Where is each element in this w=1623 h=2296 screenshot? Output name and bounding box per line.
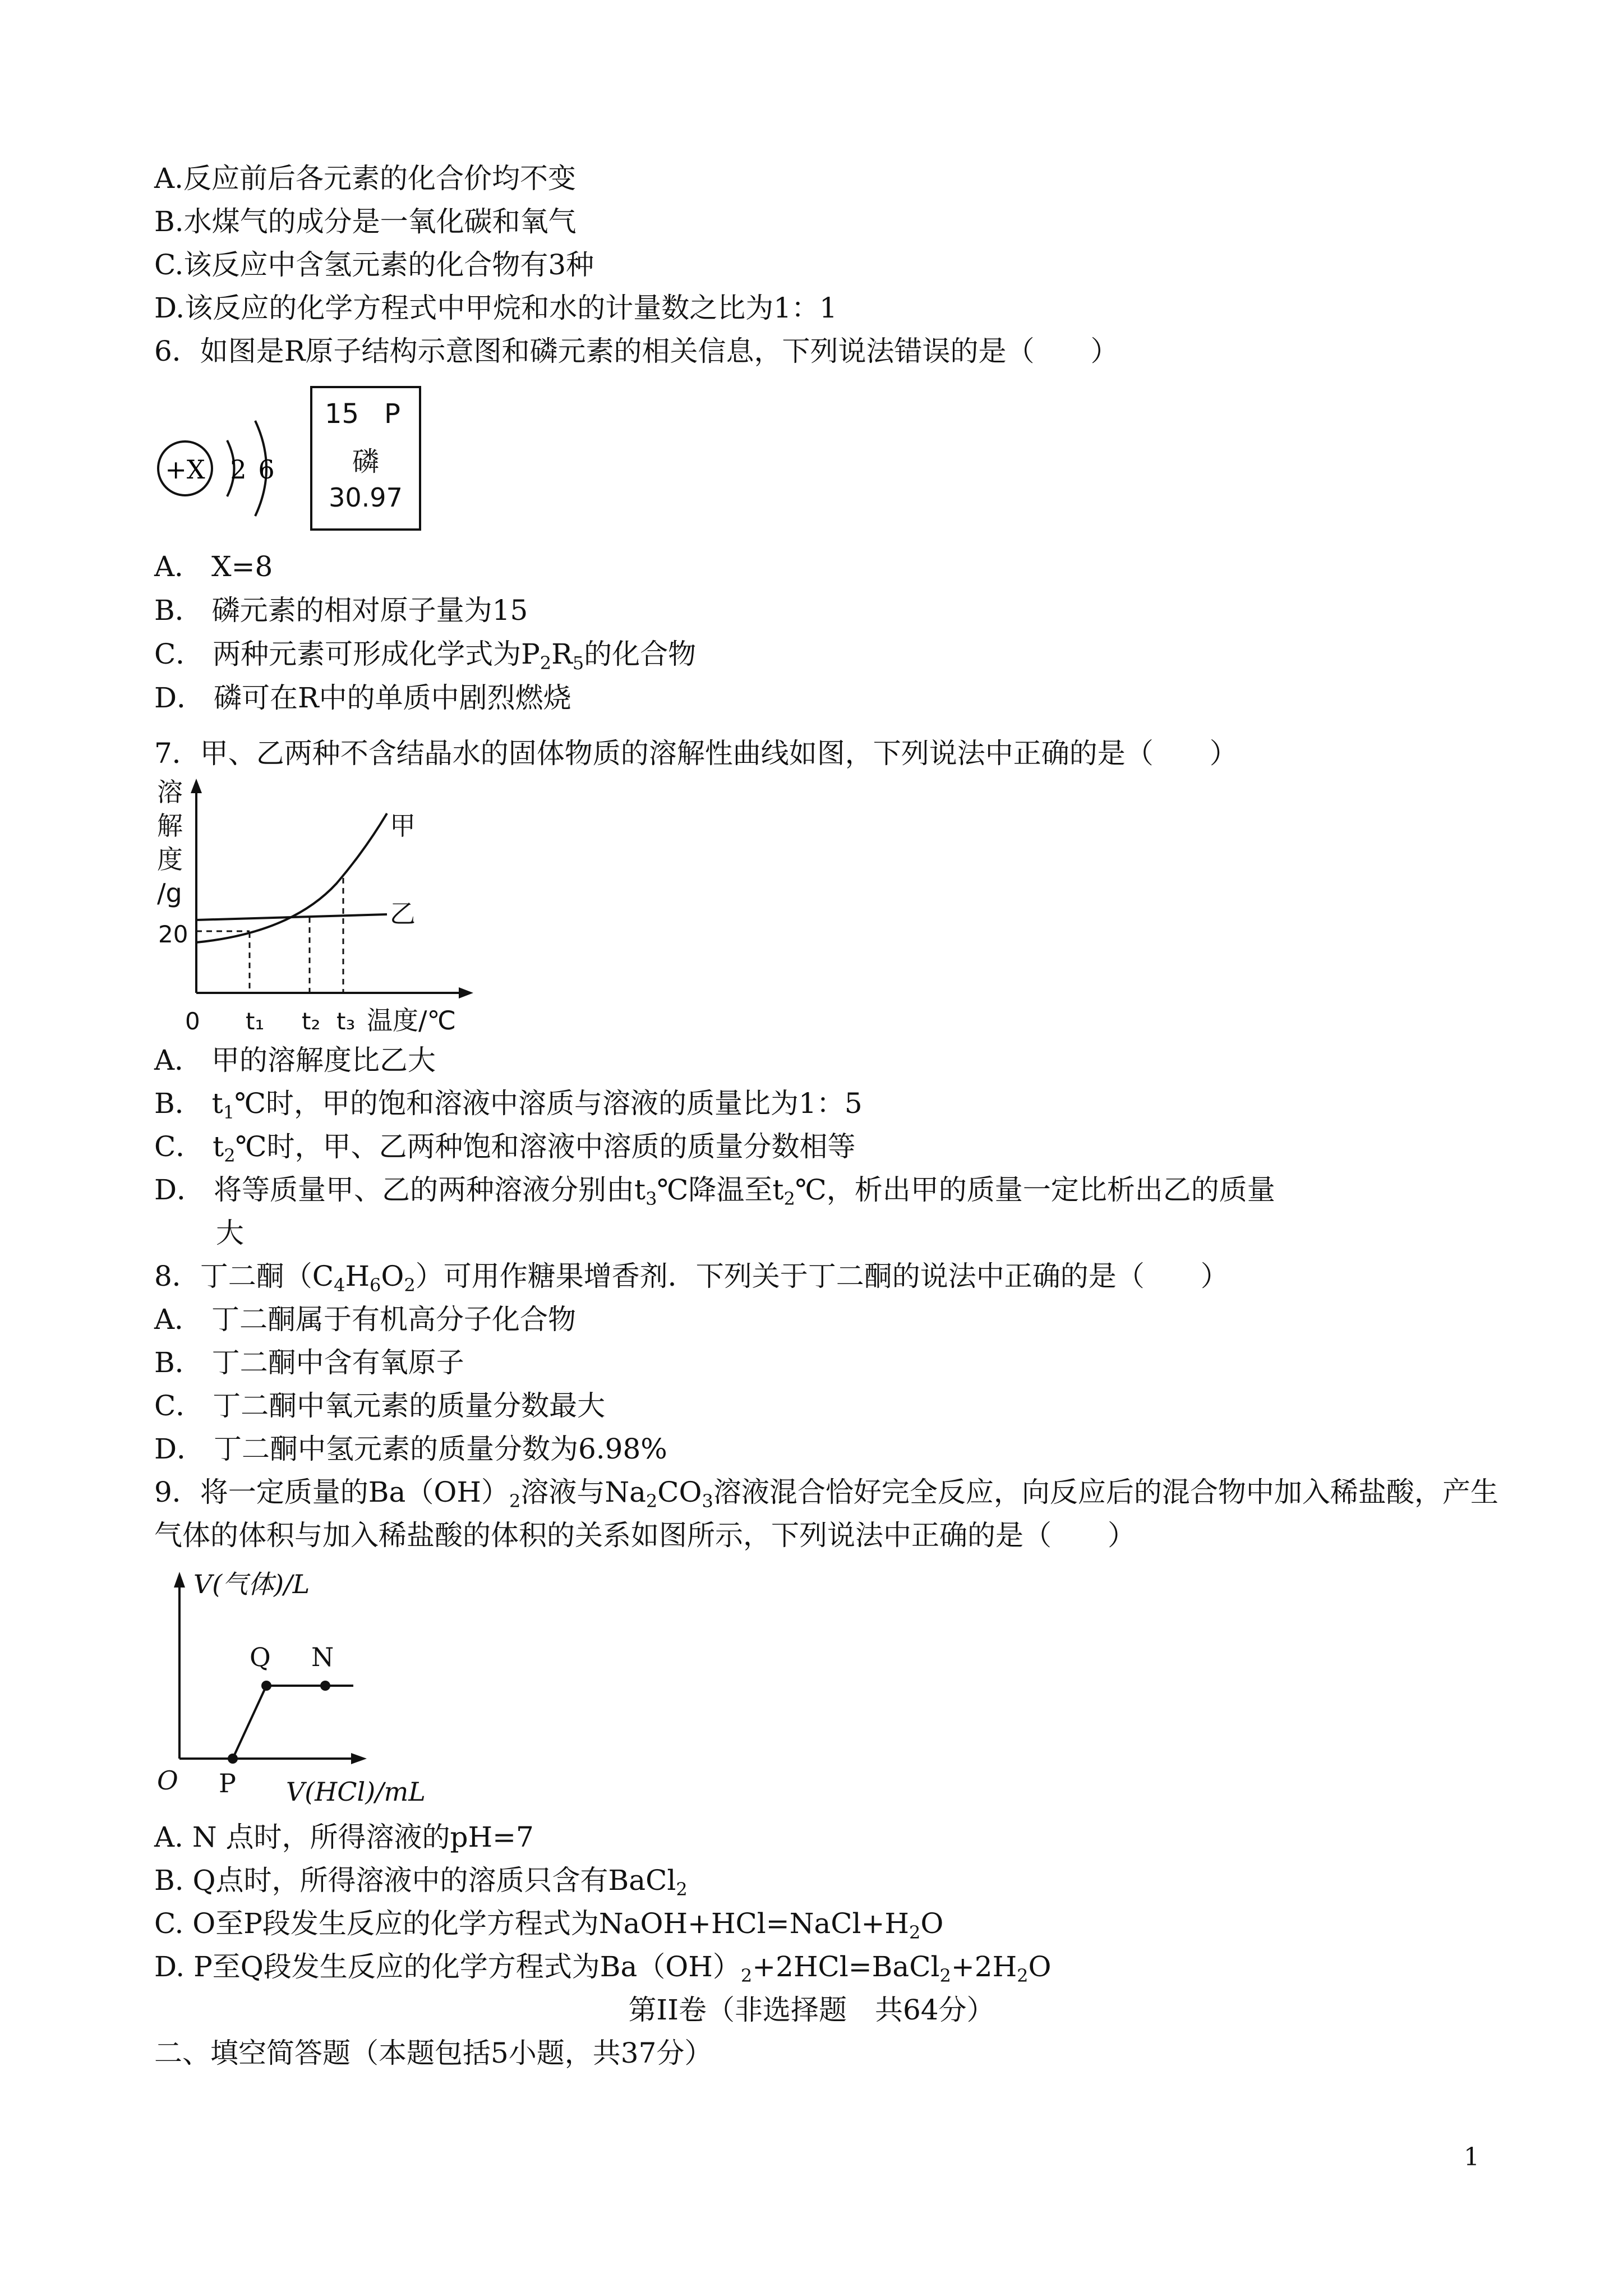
element-name: 磷 — [352, 446, 379, 477]
q6-option-d: D． 磷可在R中的单质中剧烈燃烧 — [154, 682, 571, 714]
q9-stem-line-2: 气体的体积与加入稀盐酸的体积的关系如图所示，下列说法中正确的是（ ） — [154, 1519, 1136, 1552]
y-axis-label: V(气体)/L — [193, 1569, 310, 1599]
q5-option-d: D.该反应的化学方程式中甲烷和水的计量数之比为1：1 — [154, 292, 837, 324]
q6-stem: 6．如图是R原子结构示意图和磷元素的相关信息，下列说法错误的是（ ） — [154, 335, 1119, 367]
element-symbol: P — [384, 398, 400, 430]
q7-option-b: B． $t_1℃$时，甲的饱和溶液中溶质与溶液的质量比为1：5 — [154, 1087, 863, 1123]
q7-stem: 7．甲、乙两种不含结晶水的固体物质的溶解性曲线如图，下列说法中正确的是（ ） — [154, 737, 1238, 770]
element-atomic-mass: 30.97 — [329, 482, 403, 513]
point-p — [228, 1754, 238, 1764]
segment-pq — [233, 1686, 266, 1759]
section-2-heading: 二、填空简答题（本题包括5小题，共37分） — [154, 2037, 713, 2069]
y-tick-20: 20 — [158, 921, 188, 948]
origin-label: O — [157, 1765, 178, 1796]
point-n — [320, 1681, 330, 1691]
origin-label: 0 — [185, 1007, 200, 1035]
q9-option-a: A. N 点时，所得溶液的pH=7 — [154, 1821, 534, 1853]
curve-yi — [196, 914, 387, 920]
x-tick-t2: t₂ — [302, 1007, 321, 1035]
q6-option-b: B． 磷元素的相对原子量为15 — [154, 594, 528, 627]
q5-option-b: B.水煤气的成分是一氧化碳和氧气 — [154, 205, 577, 238]
shell-2-electrons: 6 — [258, 454, 275, 485]
page-number: 1 — [1464, 2143, 1479, 2171]
q7-option-a: A． 甲的溶解度比乙大 — [154, 1044, 436, 1076]
y-label-4: /g — [157, 878, 182, 908]
curve-jia — [196, 813, 387, 942]
q8-option-b: B． 丁二酮中含有氧原子 — [154, 1346, 464, 1379]
q5-option-a: A.反应前后各元素的化合价均不变 — [154, 162, 577, 195]
y-label-3: 度 — [157, 844, 183, 875]
q7-option-d-continued: 大 — [216, 1217, 244, 1249]
q8-option-c: C． 丁二酮中氧元素的质量分数最大 — [154, 1389, 606, 1422]
shell-1-electrons: 2 — [230, 454, 247, 485]
nucleus-label: +X — [165, 454, 205, 485]
y-axis-arrow — [191, 779, 202, 793]
q6-option-a: A． X=8 — [154, 550, 273, 583]
q5-option-c: C.该反应中含氢元素的化合物有3种 — [154, 249, 594, 281]
q8-option-d: D． 丁二酮中氢元素的质量分数为6.98% — [154, 1433, 667, 1465]
solubility-curve-chart — [151, 774, 488, 1043]
x-tick-t3: t₃ — [336, 1007, 356, 1035]
curve-label-jia: 甲 — [390, 811, 416, 841]
y-axis-arrow — [174, 1572, 185, 1588]
x-tick-t1: t₁ — [246, 1007, 265, 1035]
y-label-2: 解 — [157, 811, 183, 841]
q8-stem: 8．丁二酮$(C_4H_6O_2)$可用作糖果增香剂．下列关于丁二酮的说法中正确的是（ ） — [154, 1260, 1229, 1296]
q7-option-c: C． $t_2℃$时，甲、乙两种饱和溶液中溶质的质量分数相等 — [154, 1130, 856, 1166]
point-q — [261, 1681, 271, 1691]
q9-option-d: D. P至Q段发生反应的化学方程式为$Ba(OH)_2+2HCl=BaCl_2+2H_2O$ — [154, 1950, 1052, 1986]
q7-option-d: D． 将等质量甲、乙的两种溶液分别由$t_3℃$降温至$t_2℃$，析出甲的质量一定比析出乙的质量 — [154, 1174, 1275, 1209]
q9-option-c: C. O至P段发生反应的化学方程式为$NaOH+HCl=NaCl+H_2O$ — [154, 1907, 944, 1943]
x-axis-label: V(HCl)/mL — [286, 1777, 426, 1807]
atom-structure-diagram — [151, 387, 286, 533]
point-q-label: Q — [250, 1642, 271, 1672]
q8-option-a: A． 丁二酮属于有机高分子化合物 — [154, 1303, 577, 1336]
x-axis-arrow — [351, 1753, 367, 1764]
curve-label-yi: 乙 — [390, 899, 416, 929]
q9-stem-line-1: 9．将一定质量的$Ba(OH)_2$溶液与$Na_2CO_3$溶液混合恰好完全反应，向反应后的混合物中加入稀盐酸，产生 — [154, 1476, 1498, 1512]
point-p-label: P — [219, 1768, 236, 1798]
x-axis-arrow — [459, 987, 473, 999]
gas-volume-chart — [151, 1565, 499, 1818]
y-label-1: 溶 — [157, 777, 183, 807]
element-info-box — [310, 386, 421, 531]
q6-option-c: C． 两种元素可形成化学式为$P_2R_5$的化合物 — [154, 638, 697, 674]
q9-option-b: B. Q点时，所得溶液中的溶质只含有BaCl$_2$ — [154, 1864, 688, 1900]
x-axis-label: 温度/℃ — [367, 1005, 457, 1036]
point-n-label: N — [311, 1642, 334, 1672]
element-atomic-number: 15 — [325, 398, 359, 430]
section-2-title: 第II卷（非选择题 共64分） — [628, 1994, 995, 2026]
